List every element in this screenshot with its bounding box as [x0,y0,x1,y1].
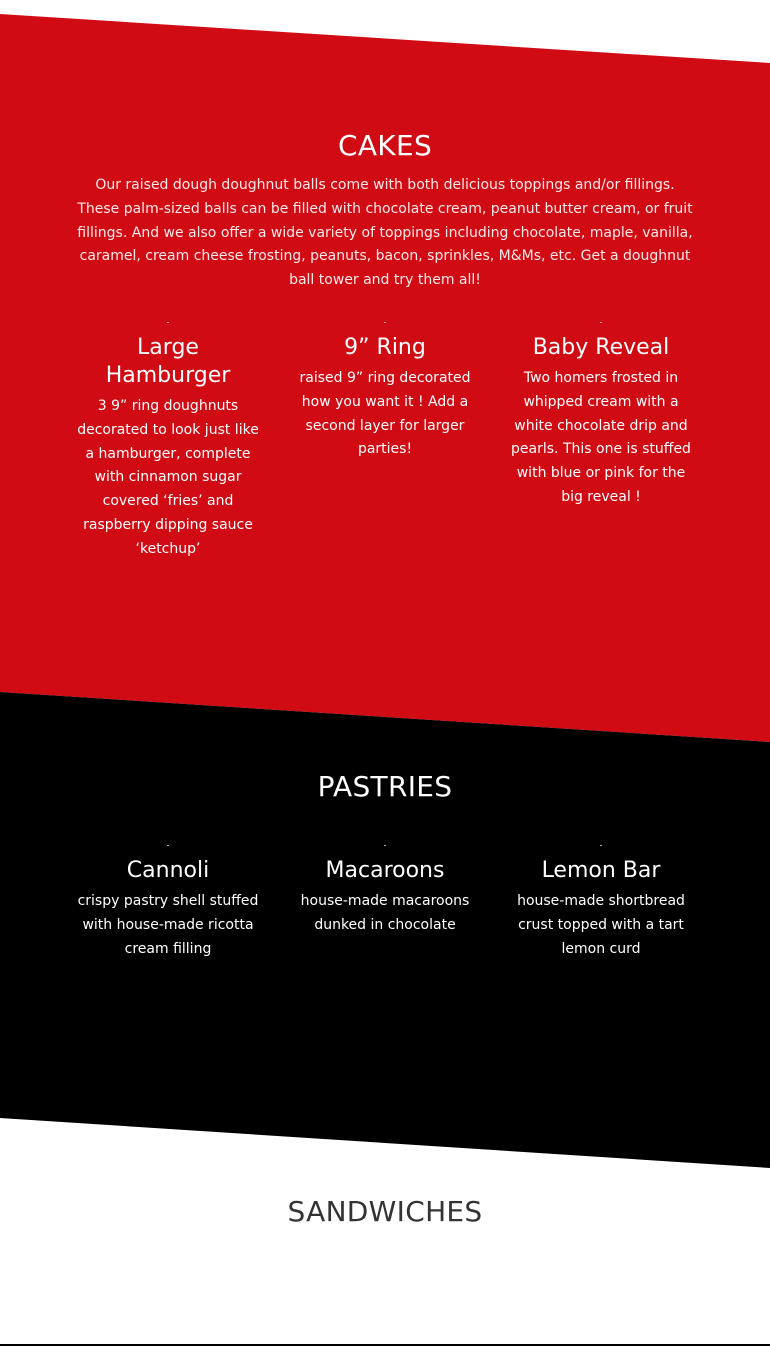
item-divider [167,322,169,323]
cake-item-title: Large Hamburger [105,335,231,388]
item-divider [600,322,602,323]
cake-item-description: Two homers frosted in whipped cream with a white chocolate drip and pearls. This one is stuffed with blue or pink for the big reveal ! [511,370,691,505]
pastries-section [0,770,770,804]
cakes-title: CAKES [337,129,433,162]
pastry-item-lemon-bar [506,845,696,961]
item-divider [384,845,386,846]
pastry-item-description: house-made shortbread crust topped with a tart lemon curd [517,893,685,957]
cakes-intro: Our raised dough doughnut balls come with both delicious toppings and/or fillings. These palm-sized balls can be filled with chocolate cream, peanut butter cream, or fruit fillings. And we also offer a wide variety of toppings including chocolate, maple, vanilla, caramel, cream cheese frosting, peanuts, bacon, sprinkles, M&Ms, etc. Get a doughnut ball tower and try them all! [77,177,693,289]
cake-item-description: raised 9” ring decorated how you want it ! Add a second layer for larger parties! [299,370,471,458]
pastry-item-description: crispy pastry shell stuffed with house-made ricotta cream filling [77,893,259,957]
pastry-item-title: Lemon Bar [541,858,661,883]
item-divider [600,845,602,846]
sandwiches-section [0,1195,770,1229]
cake-item-9-ring [290,322,480,462]
cake-item-baby-reveal [506,322,696,510]
cake-item-title: Baby Reveal [532,335,670,360]
pastry-item-cannoli [73,845,263,961]
cakes-section [0,129,770,293]
cake-item-title: 9” Ring [344,335,426,360]
cake-item-large-hamburger [73,322,263,562]
pastry-item-title: Macaroons [325,858,445,883]
footer-divider [0,1344,770,1346]
sandwiches-title: SANDWICHES [287,1195,483,1228]
item-divider [384,322,386,323]
pastry-item-description: house-made macaroons dunked in chocolate [300,893,470,933]
pastry-item-macaroons [290,845,480,938]
pastries-title: PASTRIES [317,770,453,803]
cake-item-description: 3 9” ring doughnuts decorated to look just like a hamburger, complete with cinnamon sugar covered ‘fries’ and raspberry dipping sauce ‘ketchup’ [77,398,259,557]
pastry-item-title: Cannoli [126,858,210,883]
item-divider [167,845,169,846]
